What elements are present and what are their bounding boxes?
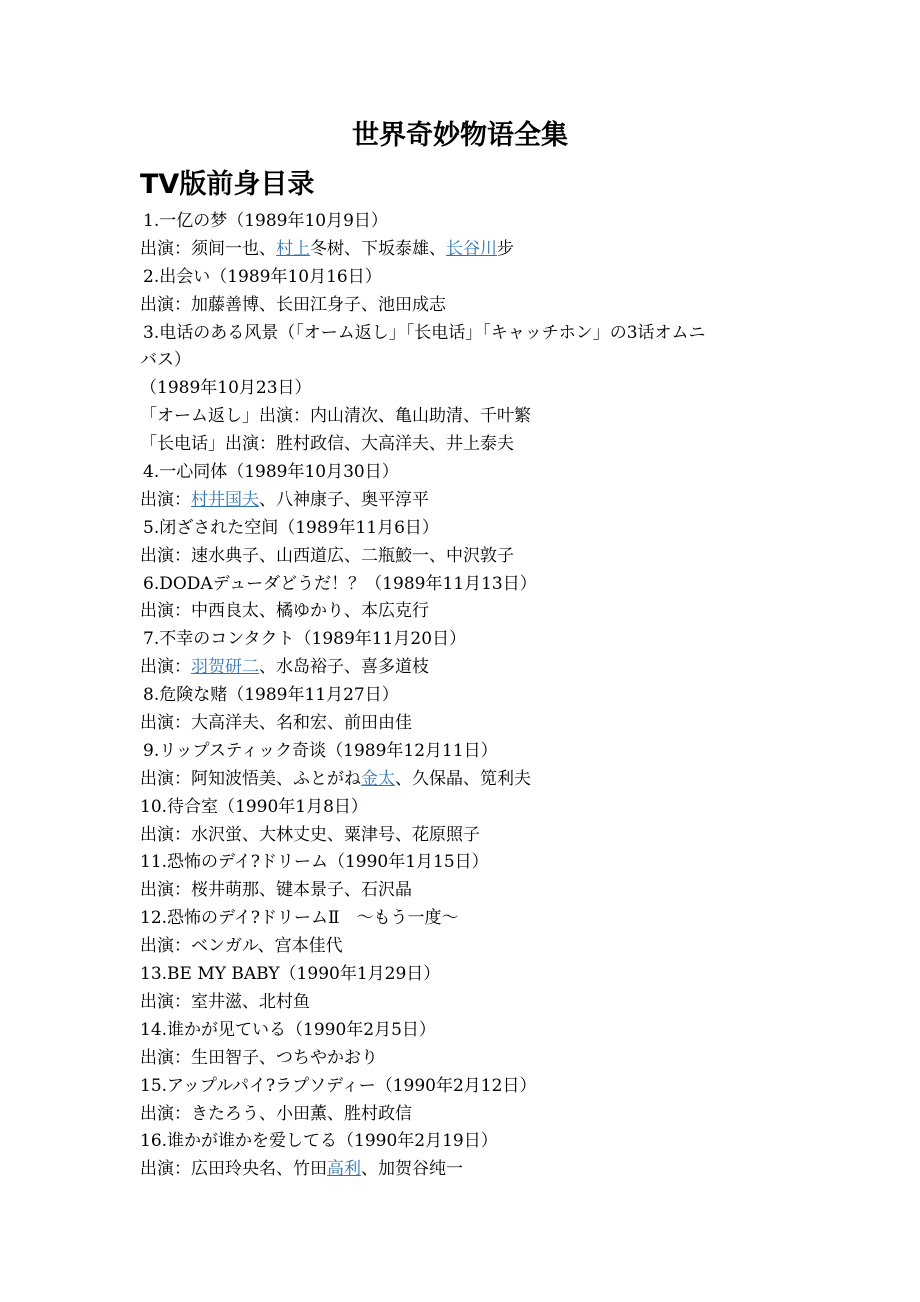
line-text: （1989年10月23日） (140, 378, 312, 399)
episode-line (140, 1156, 790, 1184)
episode-line (140, 766, 790, 794)
line-text: 4.一心同体（1989年10月30日） (143, 462, 399, 483)
episode-line (140, 877, 790, 905)
episode-line (140, 626, 790, 654)
line-text: 10.待合室（1990年1月8日） (140, 796, 368, 817)
line-text: 出演： (140, 657, 191, 678)
episode-line (140, 487, 790, 515)
line-text: 7.不幸のコンタクト（1989年11月20日） (143, 629, 467, 650)
line-text: 、久保晶、笕利夫 (395, 768, 531, 789)
line-text: 出演：桜井萌那、键本景子、石沢晶 (140, 880, 412, 901)
line-text: 、八神康子、奥平淳平 (259, 489, 429, 510)
episode-line (140, 738, 790, 766)
line-text: 出演：きたろう、小田薫、胜村政信 (140, 1103, 412, 1124)
episode-line (140, 794, 790, 822)
episode-line (140, 1017, 790, 1045)
episode-line (140, 543, 790, 571)
episode-line (140, 1073, 790, 1101)
line-text: 出演：広田玲央名、竹田 (140, 1159, 327, 1180)
cast-name-link[interactable]: 村井国夫 (191, 489, 259, 510)
line-text: 出演：水沢蛍、大林丈史、粟津号、花原照子 (140, 824, 480, 845)
episode-line (140, 320, 790, 348)
line-text: 1.一亿の梦（1989年10月9日） (143, 211, 388, 231)
document-title: 世界奇妙物语全集 (352, 120, 568, 151)
episode-line (140, 347, 790, 375)
cast-name-link[interactable]: 高利 (327, 1159, 361, 1180)
line-text: 2.出会い（1989年10月16日） (143, 266, 382, 287)
episode-line (140, 459, 790, 487)
line-text: 出演： (140, 489, 191, 510)
line-text: 「长电话」出演：胜村政信、大高洋夫、井上泰夫 (140, 434, 514, 455)
line-text: 「オーム返し」出演：内山清次、亀山助清、千叶繁 (140, 406, 531, 427)
episode-line (140, 208, 790, 236)
episode-line (140, 1101, 790, 1129)
episode-line (140, 849, 790, 877)
line-text: 5.闭ざされた空间（1989年11月6日） (143, 517, 439, 538)
line-text: 、水岛裕子、喜多道枝 (259, 657, 429, 678)
episode-line (140, 431, 790, 459)
line-text: 出演：ベンガル、宫本佳代 (140, 936, 343, 957)
episode-line (140, 264, 790, 292)
line-text: 出演：中西良太、橘ゆかり、本広克行 (140, 601, 429, 622)
line-text: 14.谁かが见ている（1990年2月5日） (140, 1019, 436, 1040)
line-text: 冬树、下坂泰雄、 (310, 238, 446, 259)
line-text: 出演：生田智子、つちやかおり (140, 1047, 378, 1068)
line-text: 出演：大高洋夫、名和宏、前田由佳 (140, 713, 412, 734)
episode-line (140, 1128, 790, 1156)
episode-list (140, 208, 790, 1184)
line-text: 、加贺谷纯一 (361, 1159, 463, 1180)
line-text: 出演：阿知波悟美、ふとがね (140, 768, 361, 789)
line-text: 3.电话のある风景（「オーム返し」「长电话」「キャッチホン」の3话オムニ (143, 322, 706, 343)
episode-line (140, 515, 790, 543)
line-text: 12.恐怖のデイ?ドリームⅡ ～もう一度～ (140, 908, 459, 929)
episode-line (140, 961, 790, 989)
episode-line (140, 375, 790, 403)
line-text: バス） (140, 350, 191, 371)
line-text: 步 (497, 238, 514, 259)
episode-line (140, 682, 790, 710)
line-text: 13.BE MY BABY（1990年1月29日） (140, 964, 441, 985)
cast-name-link[interactable]: 村上 (276, 238, 310, 259)
line-text: 出演：须间一也、 (140, 238, 276, 259)
line-text: 出演：速水典子、山西道広、二瓶鮫一、中沢敦子 (140, 545, 514, 566)
line-text: 出演：室井滋、北村鱼 (140, 991, 310, 1012)
episode-line (140, 822, 790, 850)
episode-line (140, 403, 790, 431)
episode-line (140, 1045, 790, 1073)
episode-line (140, 933, 790, 961)
line-text: 6.DODAデューダどうだ！？（1989年11月13日） (143, 573, 537, 594)
cast-name-link[interactable]: 长谷川 (446, 238, 497, 259)
line-text: 9.リップスティック奇谈（1989年12月11日） (143, 740, 498, 761)
line-text: 8.危険な赌（1989年11月27日） (143, 685, 399, 706)
episode-line (140, 710, 790, 738)
section-heading: TV版前身目录 (140, 169, 315, 200)
line-text: 11.恐怖のデイ?ドリーム（1990年1月15日） (140, 852, 489, 873)
cast-name-link[interactable]: 金太 (361, 768, 395, 789)
cast-name-link[interactable]: 羽贺研二 (191, 657, 259, 678)
episode-line (140, 654, 790, 682)
episode-line (140, 598, 790, 626)
episode-line (140, 292, 790, 320)
episode-line (140, 905, 790, 933)
episode-line (140, 236, 790, 264)
line-text: 16.谁かが谁かを爱してる（1990年2月19日） (140, 1131, 498, 1152)
line-text: 出演：加藤善博、长田江身子、池田成志 (140, 294, 446, 315)
episode-line (140, 989, 790, 1017)
episode-line (140, 571, 790, 599)
line-text: 15.アップルパイ?ラプソディー（1990年2月12日） (140, 1075, 537, 1096)
